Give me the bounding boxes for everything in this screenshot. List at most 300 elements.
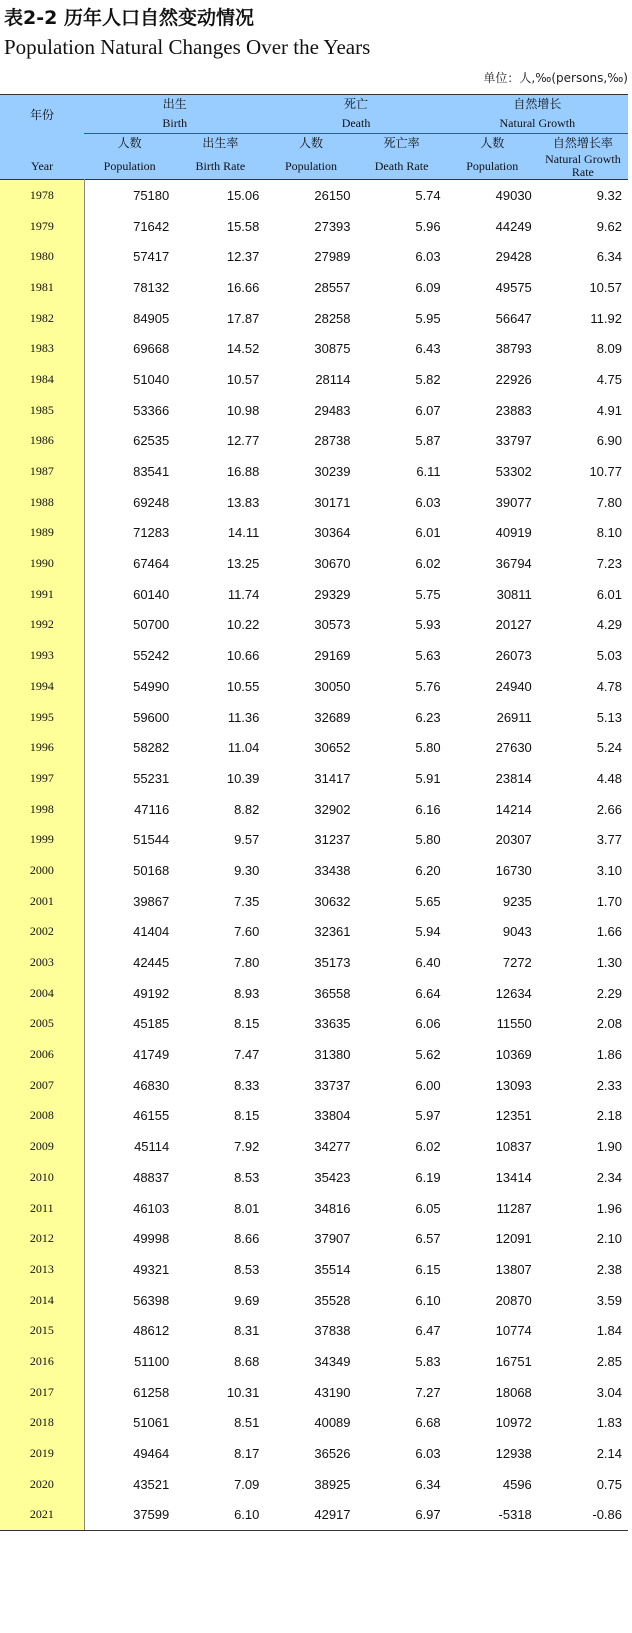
birth-rate-cell: 9.30 [234, 862, 260, 878]
year-cell: 1998 [0, 794, 84, 825]
death-rate-cell: 5.65 [415, 893, 441, 909]
table-row [0, 855, 628, 886]
death-rate-cell: 5.83 [415, 1353, 441, 1369]
growth-population-cell: 40919 [495, 525, 532, 541]
death-rate-cell: 5.95 [415, 310, 441, 326]
growth-population-cell: 38793 [495, 341, 532, 357]
table-row [0, 1438, 628, 1469]
birth-population-cell: 39867 [133, 893, 170, 909]
death-rate-cell: 6.47 [415, 1323, 441, 1339]
birth-rate-cell: 15.58 [226, 218, 260, 234]
birth-population-cell: 67464 [133, 556, 170, 572]
growth-rate-cell: 2.10 [596, 1231, 622, 1247]
death-rate-cell: 5.97 [415, 1108, 441, 1124]
year-cell: 2019 [0, 1438, 84, 1469]
growth-rate-cell: 2.66 [596, 801, 622, 817]
growth-rate-cell: 8.09 [596, 341, 622, 357]
growth-population-cell: 12351 [495, 1108, 532, 1124]
growth-rate-cell: 2.08 [596, 1016, 622, 1032]
death-population-cell: 30239 [314, 464, 351, 480]
death-population-cell: 33635 [314, 1016, 351, 1032]
birth-rate-cell: 15.06 [226, 187, 260, 203]
growth-population-cell: 13414 [495, 1169, 532, 1185]
death-rate-cell: 6.15 [415, 1261, 441, 1277]
death-rate-cell: 6.03 [415, 1446, 441, 1462]
year-cell: 2013 [0, 1254, 84, 1285]
birth-rate-cell: 8.93 [234, 985, 260, 1001]
growth-rate-cell: 9.32 [596, 187, 622, 203]
death-population-cell: 28114 [315, 371, 351, 387]
death-rate-cell: 6.10 [415, 1292, 441, 1308]
death-population-cell: 29329 [314, 586, 351, 602]
growth-rate-cell: 5.24 [596, 740, 622, 756]
year-cell: 1993 [0, 640, 84, 671]
death-rate-cell: 6.16 [415, 801, 441, 817]
growth-pop-header-cn: 人数 [447, 134, 538, 154]
death-rate-cell: 5.91 [415, 770, 441, 786]
birth-rate-header-cn: 出生率 [175, 134, 265, 154]
growth-population-cell: 26073 [495, 648, 532, 664]
death-rate-cell: 5.74 [415, 187, 441, 203]
birth-rate-cell: 8.31 [234, 1323, 260, 1339]
year-cell: 1991 [0, 579, 84, 610]
table-row [0, 241, 628, 272]
birth-population-cell: 55242 [133, 648, 170, 664]
birth-population-cell: 41404 [133, 924, 170, 940]
death-population-cell: 27989 [314, 249, 351, 265]
year-cell: 2005 [0, 1009, 84, 1040]
birth-group-en: Birth [84, 114, 265, 134]
table-row [0, 548, 628, 579]
growth-rate-cell: 4.48 [596, 770, 622, 786]
birth-rate-cell: 8.66 [234, 1231, 260, 1247]
year-cell: 2017 [0, 1377, 84, 1408]
growth-population-cell: 20870 [495, 1292, 532, 1308]
death-population-cell: 36526 [314, 1446, 351, 1462]
table-row [0, 364, 628, 395]
table-row [0, 1193, 628, 1224]
year-header-spacer [0, 134, 84, 154]
table-row [0, 947, 628, 978]
birth-population-cell: 37599 [84, 1500, 175, 1531]
death-rate-cell: 6.11 [416, 464, 441, 480]
growth-rate-cell: 3.77 [596, 832, 622, 848]
death-population-cell: 31237 [314, 832, 351, 848]
growth-rate-cell: 1.86 [596, 1047, 622, 1063]
birth-population-cell: 48837 [133, 1169, 170, 1185]
year-cell: 2004 [0, 978, 84, 1009]
death-rate-header-en: Death Rate [357, 153, 447, 180]
death-population-cell: 32689 [314, 709, 351, 725]
birth-population-cell: 56398 [133, 1292, 170, 1308]
growth-population-cell: 4596 [502, 1476, 532, 1492]
growth-population-cell: 16730 [495, 862, 532, 878]
birth-rate-cell: 10.22 [226, 617, 260, 633]
death-rate-cell: 6.06 [415, 1016, 441, 1032]
page-title-cn: 表2-2 历年人口自然变动情况 [4, 7, 254, 29]
birth-population-cell: 49464 [133, 1446, 170, 1462]
growth-rate-cell: 2.33 [596, 1077, 622, 1093]
year-cell: 2002 [0, 917, 84, 948]
death-population-cell: 28738 [314, 433, 351, 449]
table-row [0, 1285, 628, 1316]
birth-population-cell: 51544 [133, 832, 170, 848]
birth-rate-cell: 11.74 [227, 586, 260, 602]
death-population-cell: 30573 [314, 617, 351, 633]
growth-population-cell: 10774 [495, 1323, 532, 1339]
birth-rate-cell: 10.57 [226, 371, 260, 387]
growth-population-cell: 16751 [495, 1353, 532, 1369]
birth-rate-cell: 16.66 [226, 279, 260, 295]
birth-population-cell: 46830 [133, 1077, 170, 1093]
growth-population-cell: 11550 [496, 1016, 532, 1032]
table-row [0, 1131, 628, 1162]
year-cell: 1981 [0, 272, 84, 303]
birth-rate-cell: 7.92 [234, 1139, 260, 1155]
death-pop-header-cn: 人数 [265, 134, 356, 154]
birth-group-cn: 出生 [84, 95, 265, 115]
table-row [0, 1162, 628, 1193]
death-rate-cell: 6.00 [415, 1077, 441, 1093]
birth-pop-header-cn: 人数 [84, 134, 175, 154]
birth-population-cell: 60140 [133, 586, 170, 602]
year-cell: 2012 [0, 1223, 84, 1254]
birth-population-cell: 41749 [133, 1047, 170, 1063]
birth-population-cell: 45114 [134, 1139, 170, 1155]
death-population-cell: 31417 [314, 770, 351, 786]
death-population-cell: 35423 [314, 1169, 351, 1185]
death-population-cell: 28258 [314, 310, 351, 326]
year-cell: 1987 [0, 456, 84, 487]
year-cell: 2014 [0, 1285, 84, 1316]
table-row [0, 1254, 628, 1285]
death-rate-cell: 6.97 [357, 1500, 447, 1531]
growth-population-cell: -5318 [447, 1500, 538, 1531]
growth-population-cell: 44249 [495, 218, 532, 234]
death-rate-cell: 6.07 [415, 402, 441, 418]
page-title-en: Population Natural Changes Over the Years [4, 35, 371, 59]
death-rate-cell: 6.19 [415, 1169, 441, 1185]
growth-rate-cell: 4.91 [596, 402, 622, 418]
growth-group-en: Natural Growth [447, 114, 628, 134]
growth-population-cell: 26911 [496, 709, 532, 725]
death-population-cell: 30364 [314, 525, 351, 541]
growth-population-cell: 11287 [496, 1200, 532, 1216]
birth-population-cell: 84905 [133, 310, 170, 326]
growth-rate-header-cn: 自然增长率 [538, 134, 628, 154]
growth-rate-cell: 5.03 [596, 648, 622, 664]
year-cell: 2015 [0, 1315, 84, 1346]
death-population-cell: 32902 [314, 801, 351, 817]
death-population-cell: 42917 [265, 1500, 356, 1531]
death-rate-cell: 6.05 [415, 1200, 441, 1216]
birth-rate-cell: 8.51 [234, 1415, 260, 1431]
birth-rate-cell: 8.53 [234, 1261, 260, 1277]
growth-population-cell: 29428 [495, 249, 532, 265]
birth-rate-cell: 10.66 [226, 648, 260, 664]
year-cell: 2008 [0, 1101, 84, 1132]
birth-population-cell: 49321 [133, 1261, 170, 1277]
year-cell: 2021 [0, 1500, 84, 1531]
table-row [0, 1315, 628, 1346]
year-cell: 1982 [0, 303, 84, 334]
death-rate-cell: 5.76 [415, 678, 441, 694]
growth-rate-cell: 6.90 [596, 433, 622, 449]
year-cell: 2010 [0, 1162, 84, 1193]
birth-rate-cell: 10.31 [226, 1384, 260, 1400]
table-row [0, 763, 628, 794]
birth-rate-cell: 8.53 [234, 1169, 260, 1185]
growth-population-cell: 18068 [495, 1384, 532, 1400]
birth-rate-cell: 8.15 [234, 1108, 260, 1124]
death-population-cell: 26150 [314, 187, 351, 203]
death-population-cell: 34816 [314, 1200, 351, 1216]
growth-rate-cell: 4.78 [596, 678, 622, 694]
growth-rate-cell: 6.34 [596, 249, 622, 265]
death-population-cell: 30670 [314, 556, 351, 572]
death-rate-cell: 5.87 [415, 433, 441, 449]
year-cell: 2006 [0, 1039, 84, 1070]
birth-population-cell: 51040 [133, 371, 170, 387]
table-row [0, 886, 628, 917]
growth-rate-cell: 2.18 [596, 1108, 622, 1124]
growth-rate-cell: 10.77 [589, 464, 622, 480]
unit-note: 单位：人,‰(persons,‰) [483, 71, 628, 85]
growth-population-cell: 39077 [495, 494, 532, 510]
growth-rate-cell: 10.57 [589, 279, 622, 295]
death-population-cell: 34277 [314, 1139, 351, 1155]
year-cell: 1997 [0, 763, 84, 794]
birth-population-cell: 51100 [134, 1353, 170, 1369]
birth-population-cell: 55231 [133, 770, 170, 786]
year-cell: 1980 [0, 241, 84, 272]
death-rate-cell: 6.01 [415, 525, 441, 541]
death-rate-cell: 6.20 [415, 862, 441, 878]
death-rate-cell: 6.64 [415, 985, 441, 1001]
death-population-cell: 34349 [314, 1353, 351, 1369]
birth-rate-cell: 9.69 [234, 1292, 260, 1308]
birth-population-cell: 47116 [134, 801, 170, 817]
death-rate-cell: 6.34 [415, 1476, 441, 1492]
birth-population-cell: 58282 [133, 740, 170, 756]
growth-population-cell: 22926 [495, 371, 532, 387]
growth-population-cell: 24940 [495, 678, 532, 694]
growth-rate-cell: 4.75 [596, 371, 622, 387]
growth-rate-cell: 8.10 [596, 525, 622, 541]
table-row [0, 1500, 628, 1531]
growth-population-cell: 20307 [495, 832, 532, 848]
birth-rate-cell: 16.88 [226, 464, 260, 480]
birth-population-cell: 43521 [133, 1476, 170, 1492]
birth-population-cell: 46155 [133, 1108, 170, 1124]
birth-population-cell: 71283 [133, 525, 170, 541]
birth-rate-cell: 13.83 [226, 494, 260, 510]
death-rate-cell: 6.43 [415, 341, 441, 357]
death-rate-cell: 6.03 [415, 494, 441, 510]
growth-population-cell: 13807 [495, 1261, 532, 1277]
growth-population-cell: 12634 [495, 985, 532, 1001]
birth-rate-cell: 8.15 [234, 1016, 260, 1032]
growth-rate-cell: 2.34 [596, 1169, 622, 1185]
growth-rate-cell: 1.90 [596, 1139, 622, 1155]
growth-rate-cell: 1.66 [596, 924, 622, 940]
table-row [0, 1039, 628, 1070]
birth-rate-cell: 12.37 [226, 249, 260, 265]
table-row [0, 978, 628, 1009]
growth-rate-cell: 3.04 [596, 1384, 622, 1400]
growth-rate-cell: 6.01 [596, 586, 622, 602]
growth-rate-cell: 3.59 [596, 1292, 622, 1308]
birth-population-cell: 50168 [133, 862, 170, 878]
death-rate-cell: 6.57 [415, 1231, 441, 1247]
growth-rate-header-en: Natural Growth Rate [538, 153, 628, 180]
death-population-cell: 30875 [314, 341, 351, 357]
death-population-cell: 33804 [314, 1108, 351, 1124]
growth-population-cell: 9043 [502, 924, 532, 940]
growth-pop-header-en: Population [447, 153, 538, 180]
birth-rate-cell: 10.39 [226, 770, 260, 786]
birth-population-cell: 46103 [133, 1200, 170, 1216]
birth-population-cell: 71642 [133, 218, 170, 234]
death-rate-cell: 5.75 [415, 586, 441, 602]
death-population-cell: 38925 [314, 1476, 351, 1492]
birth-rate-cell: 11.36 [227, 709, 260, 725]
birth-rate-header-en: Birth Rate [175, 153, 265, 180]
growth-population-cell: 36794 [495, 556, 532, 572]
year-cell: 2020 [0, 1469, 84, 1500]
year-cell: 1994 [0, 671, 84, 702]
growth-rate-cell: 1.70 [596, 893, 622, 909]
year-cell: 1990 [0, 548, 84, 579]
death-rate-cell: 6.40 [415, 955, 441, 971]
growth-rate-cell: 5.13 [596, 709, 622, 725]
table-header [0, 95, 628, 180]
population-table [0, 94, 628, 1531]
growth-rate-cell: 0.75 [596, 1476, 622, 1492]
table-row [0, 1408, 628, 1439]
table-row [0, 1009, 628, 1040]
birth-population-cell: 62535 [133, 433, 170, 449]
death-population-cell: 29169 [314, 648, 351, 664]
growth-population-cell: 33797 [495, 433, 532, 449]
table-row [0, 180, 628, 211]
table-row [0, 917, 628, 948]
table-row [0, 1346, 628, 1377]
birth-population-cell: 83541 [133, 464, 170, 480]
birth-population-cell: 78132 [133, 279, 170, 295]
death-population-cell: 29483 [314, 402, 351, 418]
growth-population-cell: 12938 [495, 1446, 532, 1462]
birth-rate-cell: 8.01 [234, 1200, 260, 1216]
death-population-cell: 43190 [314, 1384, 351, 1400]
birth-population-cell: 45185 [133, 1016, 170, 1032]
birth-rate-cell: 7.09 [234, 1476, 260, 1492]
birth-rate-cell: 12.77 [226, 433, 260, 449]
birth-population-cell: 48612 [133, 1323, 170, 1339]
birth-rate-cell: 6.10 [175, 1500, 265, 1531]
birth-rate-cell: 8.33 [234, 1077, 260, 1093]
growth-population-cell: 14214 [495, 801, 532, 817]
table-row [0, 487, 628, 518]
year-cell: 1992 [0, 610, 84, 641]
birth-population-cell: 69668 [133, 341, 170, 357]
birth-population-cell: 54990 [133, 678, 170, 694]
death-population-cell: 37907 [314, 1231, 351, 1247]
birth-population-cell: 75180 [133, 187, 170, 203]
table-body [0, 180, 628, 1531]
death-rate-cell: 5.63 [415, 648, 441, 664]
growth-rate-cell: 2.14 [596, 1446, 622, 1462]
death-rate-cell: 6.68 [415, 1415, 441, 1431]
table-row [0, 395, 628, 426]
growth-population-cell: 30811 [496, 586, 532, 602]
year-cell: 1988 [0, 487, 84, 518]
table-row [0, 518, 628, 549]
death-rate-cell: 5.96 [415, 218, 441, 234]
death-rate-cell: 5.80 [415, 832, 441, 848]
growth-population-cell: 20127 [495, 617, 532, 633]
year-cell: 2000 [0, 855, 84, 886]
year-cell: 2018 [0, 1408, 84, 1439]
death-population-cell: 33438 [314, 862, 351, 878]
growth-rate-cell: 11.92 [590, 310, 622, 326]
growth-rate-cell: 4.29 [596, 617, 622, 633]
year-cell: 1979 [0, 211, 84, 242]
birth-population-cell: 69248 [133, 494, 170, 510]
growth-population-cell: 12091 [495, 1231, 532, 1247]
death-rate-cell: 5.80 [415, 740, 441, 756]
birth-rate-cell: 14.11 [227, 525, 260, 541]
birth-rate-cell: 9.57 [234, 832, 260, 848]
birth-rate-cell: 10.98 [226, 402, 260, 418]
table-row [0, 824, 628, 855]
table-row [0, 610, 628, 641]
growth-rate-cell: 7.23 [596, 556, 622, 572]
death-population-cell: 33737 [314, 1077, 351, 1093]
growth-rate-cell: 1.83 [596, 1415, 622, 1431]
table-row [0, 732, 628, 763]
table-row [0, 1070, 628, 1101]
year-cell: 1984 [0, 364, 84, 395]
death-rate-cell: 7.27 [415, 1384, 441, 1400]
growth-population-cell: 7272 [502, 955, 532, 971]
death-rate-cell: 5.62 [415, 1047, 441, 1063]
death-rate-cell: 5.93 [415, 617, 441, 633]
growth-population-cell: 10972 [495, 1415, 532, 1431]
birth-pop-header-en: Population [84, 153, 175, 180]
table-row [0, 640, 628, 671]
table-row [0, 579, 628, 610]
table-row [0, 1101, 628, 1132]
growth-population-cell: 53302 [495, 464, 532, 480]
year-cell: 2011 [0, 1193, 84, 1224]
death-rate-cell: 6.02 [415, 556, 441, 572]
birth-rate-cell: 8.17 [234, 1446, 260, 1462]
table-row [0, 333, 628, 364]
death-rate-cell: 6.02 [415, 1139, 441, 1155]
table-row [0, 1469, 628, 1500]
death-population-cell: 31380 [314, 1047, 351, 1063]
birth-rate-cell: 7.35 [234, 893, 260, 909]
growth-rate-cell: 2.38 [596, 1261, 622, 1277]
birth-rate-cell: 7.47 [234, 1047, 260, 1063]
birth-rate-cell: 7.80 [234, 955, 260, 971]
death-rate-cell: 5.94 [415, 924, 441, 940]
death-rate-cell: 6.09 [415, 279, 441, 295]
birth-population-cell: 51061 [133, 1415, 170, 1431]
death-rate-cell: 6.03 [415, 249, 441, 265]
death-group-en: Death [265, 114, 446, 134]
